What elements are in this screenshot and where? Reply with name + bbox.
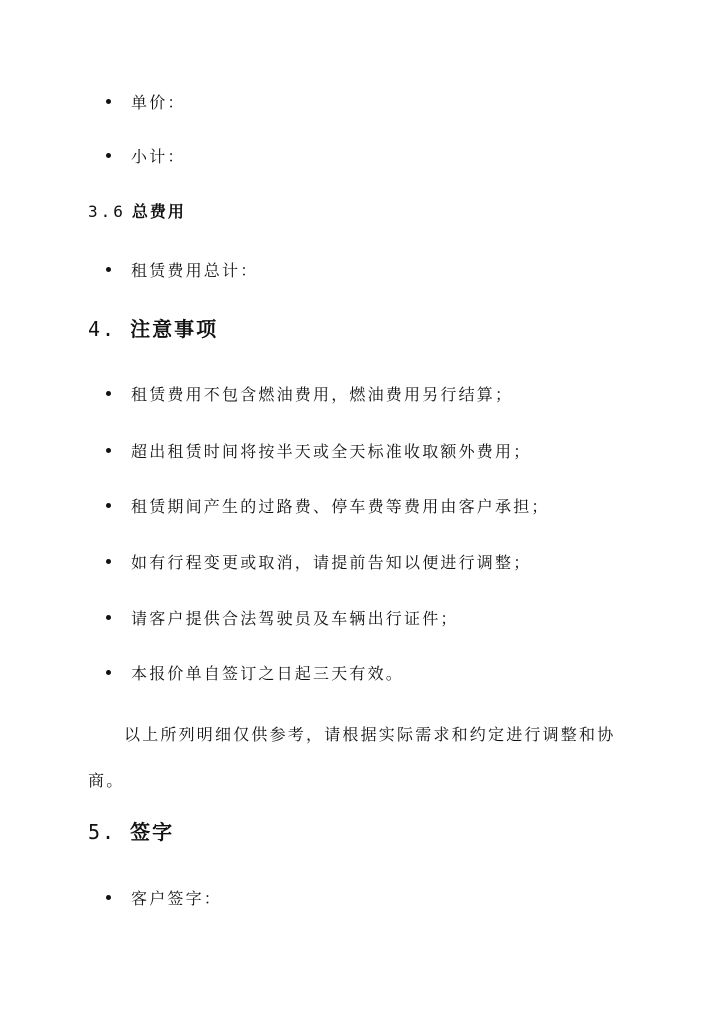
bullet-icon (106, 503, 111, 508)
section-3-6-heading (88, 197, 186, 227)
list-item-signature (106, 884, 222, 914)
list-item-label: 本报价单自签订之日起三天有效。 (131, 664, 405, 683)
section-title: 签字 (130, 820, 175, 844)
bullet-icon (106, 448, 111, 453)
bullet-icon (106, 895, 111, 900)
bullet-icon (106, 153, 111, 158)
bullet-icon (106, 615, 111, 620)
bullet-icon (106, 99, 111, 104)
note-paragraph: 以上所列明细仅供参考，请根据实际需求和约定进行调整和协商。 (88, 725, 616, 790)
section-number: 3.6 (88, 202, 126, 221)
bullet-icon (106, 559, 111, 564)
list-item-label: 超出租赁时间将按半天或全天标准收取额外费用； (131, 442, 532, 461)
list-item-label: 小计： (131, 147, 186, 166)
list-item-label: 客户签字： (131, 889, 223, 908)
list-item-subtotal (106, 142, 186, 172)
list-item-notice-4 (106, 548, 531, 578)
section-title: 总费用 (131, 202, 186, 221)
list-item-label: 租赁期间产生的过路费、停车费等费用由客户承担； (131, 497, 550, 516)
list-item-label: 单价： (131, 93, 186, 112)
list-item-notice-1 (106, 380, 513, 410)
section-number: 5. (88, 820, 117, 844)
section-title: 注意事项 (130, 317, 219, 341)
bullet-icon (106, 267, 111, 272)
bullet-icon (106, 391, 111, 396)
section-number: 4. (88, 317, 117, 341)
section-5-heading (88, 815, 174, 849)
list-item-label: 租赁费用不包含燃油费用，燃油费用另行结算； (131, 385, 514, 404)
section-4-heading (88, 312, 218, 346)
list-item-label: 租赁费用总计： (131, 261, 259, 280)
list-item-notice-6 (106, 659, 404, 689)
list-item-label: 请客户提供合法驾驶员及车辆出行证件； (131, 609, 459, 628)
list-item-total (106, 256, 258, 286)
bullet-icon (106, 670, 111, 675)
list-item-unit-price (106, 88, 186, 118)
list-item-notice-5 (106, 604, 459, 634)
list-item-label: 如有行程变更或取消，请提前告知以便进行调整； (131, 553, 532, 572)
list-item-notice-2 (106, 437, 531, 467)
list-item-notice-3 (106, 492, 550, 522)
